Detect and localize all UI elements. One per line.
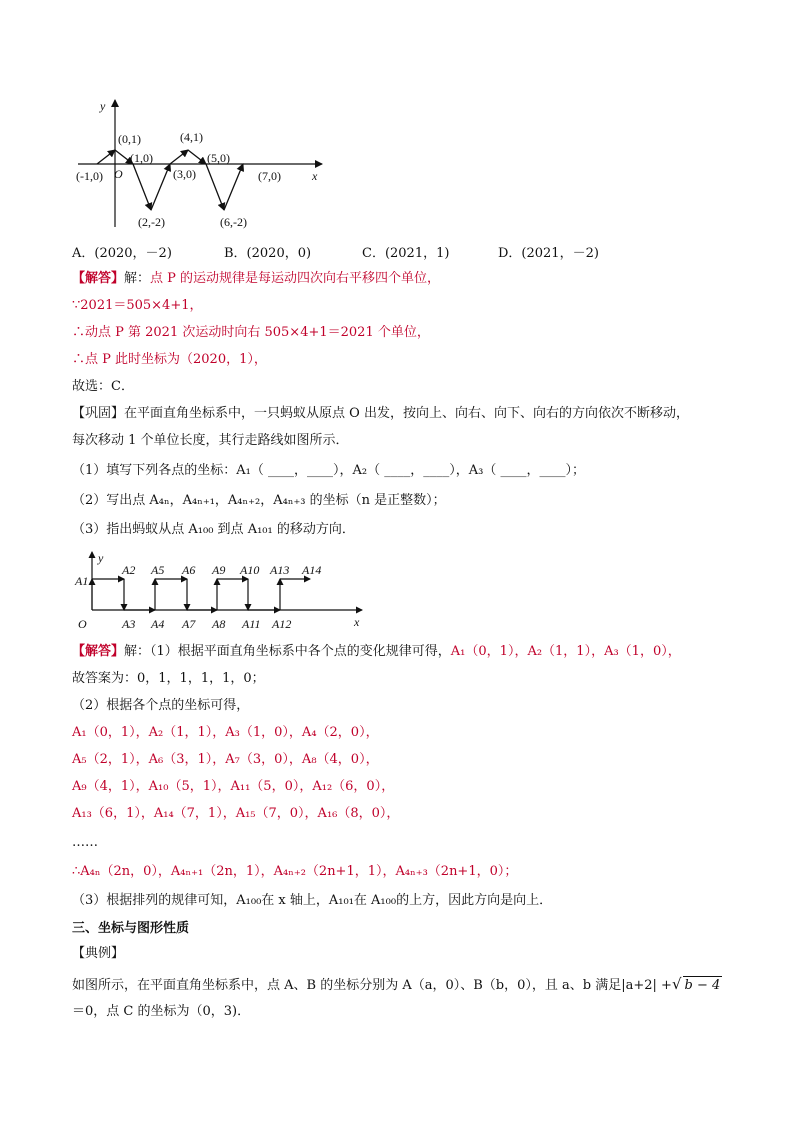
point-label: A14 (302, 563, 322, 577)
point-label: A4 (151, 617, 165, 631)
solution-line: 【解答】解：点 P 的运动规律是每运动四次向右平移四个单位， (72, 271, 441, 286)
solution-line: ∴动点 P 第 2021 次运动时向右 505×4+1＝2021 个单位， (72, 325, 430, 340)
solution-line: 故答案为：0，1，1，1，1，0； (72, 671, 265, 686)
y-label: y (100, 99, 106, 113)
solution-line: ∴点 P 此时坐标为（2020，1）， (72, 352, 267, 367)
solution-line: （3）根据排列的规律可知，A₁₀₀在 x 轴上，A₁₀₁在 A₁₀₀的上方，因此方向是向上． (72, 893, 553, 908)
point-label: A1 (75, 574, 89, 588)
choice-a: A．(2020，－2) (72, 246, 172, 261)
point-label: (5,0) (207, 151, 230, 165)
choice-b: B．(2020，0) (224, 246, 312, 261)
point-label: (0,1) (118, 132, 141, 146)
point-label: A8 (212, 617, 226, 631)
y-label: y (98, 551, 104, 565)
point-label: A3 (122, 617, 136, 631)
origin-label: O (78, 617, 87, 631)
point-label: (6,-2) (220, 215, 247, 229)
point-label: A11 (242, 617, 261, 631)
solution-line: （2）根据各个点的坐标可得， (72, 698, 250, 713)
ant-path-figure (72, 548, 372, 636)
point-label: A5 (151, 563, 165, 577)
solution-line: ∴A₄ₙ（2n，0），A₄ₙ₊₁（2n，1），A₄ₙ₊₂（2n+1，1），A₄ₙ₊₃（2n+1，0）； (72, 864, 518, 879)
point-label: (7,0) (258, 169, 281, 183)
solution-line: A₁（0，1），A₂（1，1），A₃（1，0），A₄（2，0）， (72, 725, 379, 740)
example-line: 如图所示，在平面直角坐标系中，点 A、B 的坐标分别为 A（a，0）、B（b，0），且 a、b 满足|a+2| +√ b − 4 (72, 975, 721, 993)
x-label: x (354, 615, 360, 629)
example-tag: 【典例】 (72, 946, 125, 961)
solution-line: A₉（4，1），A₁₀（5，1），A₁₁（5，0），A₁₂（6，0）， (72, 779, 395, 794)
point-label: A9 (212, 563, 226, 577)
solution-line: ∵2021＝505×4+1， (72, 298, 203, 313)
point-label: (3,0) (173, 167, 196, 181)
problem-line: 【巩固】在平面直角坐标系中，一只蚂蚁从原点 O 出发，按向上、向右、向下、向右的方向依次不断移动， (72, 406, 689, 421)
point-label: A7 (182, 617, 196, 631)
problem-line: （1）填写下列各点的坐标：A₁（ ____，____），A₂（ ____，____），A₃（ ____，____）； (72, 463, 585, 478)
point-label: A2 (122, 563, 136, 577)
solution-line: A₁₃（6，1），A₁₄（7，1），A₁₅（7，0），A₁₆（8，0）， (72, 806, 400, 821)
point-label: A6 (182, 563, 196, 577)
origin-label: O (114, 167, 123, 181)
point-label: (-1,0) (76, 169, 103, 183)
zigzag-figure (60, 92, 340, 232)
point-label: (2,-2) (138, 215, 165, 229)
point-label: A12 (272, 617, 292, 631)
example-line: ＝0，点 C 的坐标为（0，3)． (72, 1004, 251, 1019)
problem-line: 每次移动 1 个单位长度，其行走路线如图所示． (72, 433, 349, 448)
choice-c: C．(2021，1) (362, 246, 450, 261)
point-label: (1,0) (130, 151, 153, 165)
point-label: (4,1) (180, 130, 203, 144)
solution-line: 故选：C． (72, 379, 134, 394)
section-heading: 三、坐标与图形性质 (72, 921, 190, 936)
solution-line: 【解答】解：（1）根据平面直角坐标系中各个点的变化规律可得，A₁（0，1），A₂（1，1），A₃（1，0）， (72, 644, 681, 659)
point-label: A13 (270, 563, 290, 577)
x-label: x (312, 169, 318, 183)
solution-line: …… (72, 835, 98, 850)
point-label: A10 (240, 563, 260, 577)
problem-line: （2）写出点 A₄ₙ，A₄ₙ₊₁，A₄ₙ₊₂，A₄ₙ₊₃ 的坐标（n 是正整数）； (72, 493, 446, 508)
solution-line: A₅（2，1），A₆（3，1），A₇（3，0），A₈（4，0）， (72, 752, 379, 767)
problem-line: （3）指出蚂蚁从点 A₁₀₀ 到点 A₁₀₁ 的移动方向． (72, 522, 355, 537)
choice-d: D．(2021，－2) (498, 246, 599, 261)
